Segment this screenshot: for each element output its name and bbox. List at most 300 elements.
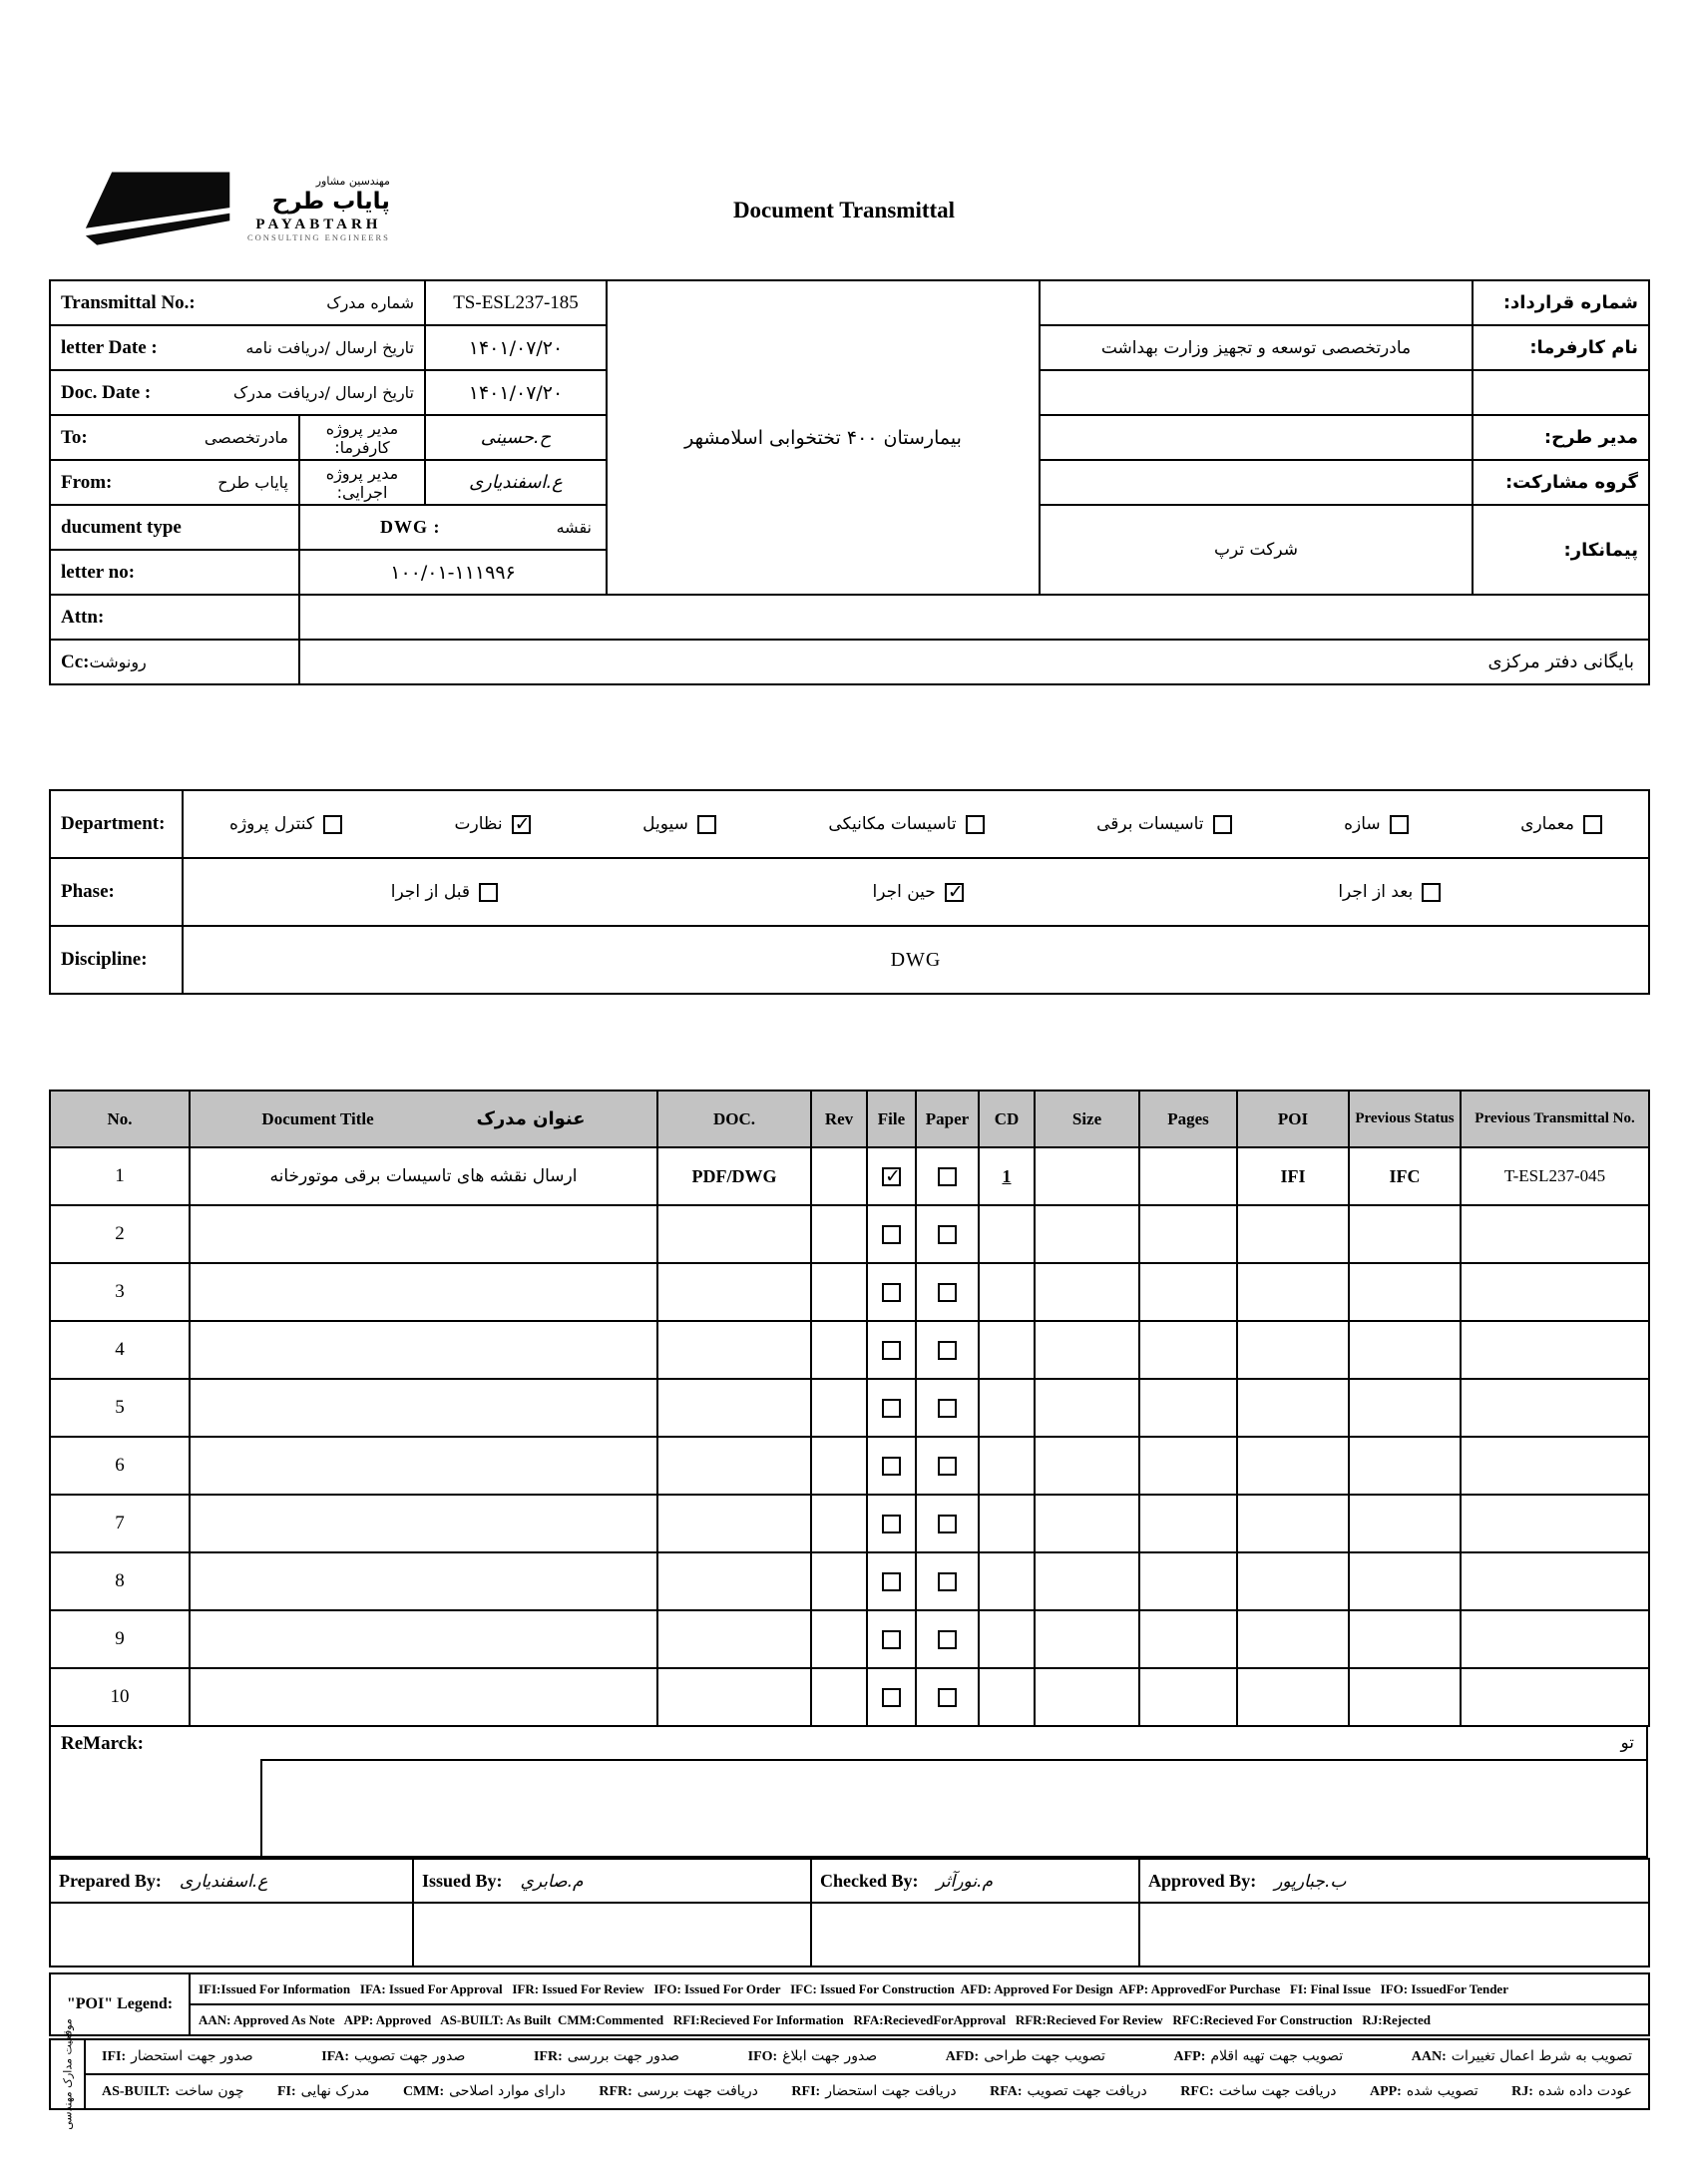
checkbox-item — [1344, 814, 1409, 834]
department-items-cell — [183, 790, 1649, 858]
poi-legend-table — [49, 1972, 1650, 2036]
plan-manager-value — [1040, 415, 1473, 460]
checkbox[interactable] — [945, 883, 964, 902]
client-pm-name: ح.حسینی — [425, 415, 607, 460]
checked-by-signature-space — [811, 1903, 1139, 1966]
right-empty-value-1 — [1040, 370, 1473, 415]
rev-cell — [811, 1668, 867, 1726]
header-rev: Rev — [811, 1091, 867, 1147]
document-table-row — [50, 1147, 1649, 1205]
legend-item-code: RJ: — [1511, 2084, 1533, 2099]
phase-checklist — [184, 859, 1648, 925]
paper-cell — [916, 1321, 979, 1379]
cd-cell — [979, 1263, 1035, 1321]
classification-table — [49, 789, 1650, 995]
legend-item-code: AFP: — [1173, 2049, 1206, 2064]
previous-status-cell — [1349, 1321, 1461, 1379]
approved-by-name: ب.جبارپور — [1274, 1871, 1347, 1892]
legend-item-code: IFO: — [747, 2049, 778, 2064]
checkbox[interactable] — [479, 883, 498, 902]
contract-no-value — [1040, 280, 1473, 325]
legend-item-code: RFA: — [990, 2084, 1023, 2099]
checkbox-item-label: نظارت — [454, 814, 503, 834]
file-cell — [867, 1321, 916, 1379]
checkbox-item — [642, 814, 716, 834]
previous-status-cell — [1349, 1263, 1461, 1321]
document-type-label: ducument type — [61, 516, 182, 538]
client-pm-label: مدیر پروژه کارفرما: — [299, 415, 425, 460]
document-title-cell — [190, 1379, 657, 1437]
signature-labels-row — [50, 1859, 1649, 1903]
document-title-cell — [190, 1205, 657, 1263]
to-cell — [50, 415, 299, 460]
previous-transmittal-no-cell — [1461, 1379, 1649, 1437]
legend-item-text: تصویب شده — [1406, 2083, 1478, 2099]
logo-subtitle-en: CONSULTING ENGINEERS — [247, 232, 390, 243]
poi-legend-line-2: AAN: Approved As Note APP: Approved AS-BUILT: As Built CMM:Commented RFI:Recieved For Information RFA:RecievedForApproval RFR:Recieved For Review RFC:Recieved For Construction RJ:Rejected — [190, 2004, 1649, 2035]
checked-by-name: م.نورآثر — [936, 1871, 993, 1892]
remark-inner-box — [260, 1759, 1646, 1856]
file-cell — [867, 1495, 916, 1552]
document-table-row — [50, 1552, 1649, 1610]
checkbox[interactable] — [1422, 883, 1441, 902]
pages-cell — [1139, 1205, 1237, 1263]
document-table-row — [50, 1610, 1649, 1668]
previous-status-cell — [1349, 1205, 1461, 1263]
header-title-en: Document Title — [261, 1108, 374, 1128]
paper-checkbox[interactable] — [938, 1630, 957, 1649]
logo-name-fa: پایاب طرح — [271, 188, 390, 215]
partnership-group-label: گروه مشارکت: — [1473, 460, 1649, 505]
legend-item-text: صدور جهت تصویب — [353, 2048, 466, 2064]
prepared-by-label: Prepared By: — [59, 1870, 162, 1891]
row-no-cell: 1 — [50, 1147, 190, 1205]
attn-label: Attn: — [61, 606, 105, 628]
size-cell — [1035, 1552, 1139, 1610]
poi-cell: IFI — [1237, 1147, 1349, 1205]
checkbox[interactable] — [966, 815, 985, 834]
checkbox-item-label: معماری — [1520, 814, 1574, 834]
file-checkbox[interactable] — [882, 1515, 901, 1533]
signatures-table — [49, 1858, 1650, 1967]
phase-label-cell — [50, 858, 183, 926]
department-checklist — [184, 791, 1648, 857]
plan-manager-label: مدیر طرح: — [1473, 415, 1649, 460]
rev-cell — [811, 1495, 867, 1552]
size-cell — [1035, 1495, 1139, 1552]
document-title-cell: ارسال نقشه های تاسیسات برقی موتورخانه — [190, 1147, 657, 1205]
legend-item — [990, 2083, 1147, 2100]
poi-cell — [1237, 1668, 1349, 1726]
cc-label-fa: رونوشت — [89, 652, 147, 671]
checkbox-item — [1096, 814, 1231, 834]
row-no-cell: 8 — [50, 1552, 190, 1610]
checkbox[interactable] — [512, 815, 531, 834]
poi-legend-row-1 — [50, 1973, 1649, 2004]
phase-items-cell — [183, 858, 1649, 926]
size-cell — [1035, 1263, 1139, 1321]
legend-item-code: IFR: — [533, 2049, 563, 2064]
letter-no-label: letter no: — [61, 561, 136, 583]
header-previous-transmittal-no: Previous Transmittal No. — [1461, 1091, 1649, 1147]
legend-item — [102, 2048, 253, 2065]
paper-checkbox[interactable] — [938, 1341, 957, 1360]
document-title-cell — [190, 1668, 657, 1726]
pages-cell — [1139, 1610, 1237, 1668]
legend-item — [946, 2048, 1105, 2065]
cd-cell — [979, 1610, 1035, 1668]
checked-by-label: Checked By: — [820, 1870, 919, 1891]
letter-date-value: ۱۴۰۱/۰۷/۲۰ — [425, 325, 607, 370]
rev-cell — [811, 1321, 867, 1379]
legend-item-text: دریافت جهت استحضار — [825, 2083, 957, 2099]
checkbox-item — [1520, 814, 1602, 834]
signature-space-row — [50, 1903, 1649, 1966]
paper-cell — [916, 1495, 979, 1552]
discipline-label-cell — [50, 926, 183, 994]
legend-item-code: AS-BUILT: — [102, 2084, 171, 2099]
file-checkbox[interactable] — [882, 1283, 901, 1302]
file-checkbox[interactable] — [882, 1399, 901, 1418]
legend-item — [1174, 2048, 1344, 2065]
checkbox-item — [872, 882, 963, 902]
row-no-cell: 2 — [50, 1205, 190, 1263]
paper-cell — [916, 1610, 979, 1668]
doc-format-cell — [657, 1437, 811, 1495]
executive-pm-name: ع.اسفندیاری — [425, 460, 607, 505]
document-table-header-row — [50, 1091, 1649, 1147]
header-file: File — [867, 1091, 916, 1147]
to-value: مادرتخصصی — [204, 428, 288, 447]
approved-by-label: Approved By: — [1148, 1870, 1257, 1891]
row-no-cell: 3 — [50, 1263, 190, 1321]
legend-item-code: CMM: — [402, 2084, 445, 2099]
file-cell — [867, 1552, 916, 1610]
transmittal-no-cell — [50, 280, 425, 325]
previous-transmittal-no-cell — [1461, 1552, 1649, 1610]
executive-pm-label: مدیر پروژه اجرایی: — [299, 460, 425, 505]
rev-cell — [811, 1263, 867, 1321]
header-size: Size — [1035, 1091, 1139, 1147]
checkbox-item — [1338, 882, 1441, 902]
transmittal-no-value: TS-ESL237-185 — [425, 280, 607, 325]
previous-status-cell — [1349, 1668, 1461, 1726]
partnership-group-value — [1040, 460, 1473, 505]
paper-cell — [916, 1263, 979, 1321]
checkbox-item — [229, 814, 342, 834]
previous-transmittal-no-cell — [1461, 1610, 1649, 1668]
file-cell — [867, 1379, 916, 1437]
legend-item-text: چون ساخت — [175, 2083, 244, 2099]
document-table-row — [50, 1437, 1649, 1495]
doc-date-value: ۱۴۰۱/۰۷/۲۰ — [425, 370, 607, 415]
size-cell — [1035, 1205, 1139, 1263]
fa-legend-side-cell — [50, 2018, 85, 2130]
right-empty-label-1 — [1473, 370, 1649, 415]
pages-cell — [1139, 1321, 1237, 1379]
logo-tagline-fa: مهندسین مشاور — [315, 174, 390, 188]
legend-item-text: مدرک نهایی — [300, 2083, 370, 2099]
paper-checkbox[interactable] — [938, 1515, 957, 1533]
previous-transmittal-no-cell — [1461, 1668, 1649, 1726]
document-title-cell — [190, 1437, 657, 1495]
document-title-cell — [190, 1495, 657, 1552]
letter-date-label-fa: تاریخ ارسال /دریافت نامه — [245, 338, 414, 357]
checkbox[interactable] — [1213, 815, 1232, 834]
legend-item-text: تصویب به شرط اعمال تغییرات — [1451, 2048, 1632, 2064]
rev-cell — [811, 1610, 867, 1668]
poi-cell — [1237, 1552, 1349, 1610]
legend-item-code: AFD: — [945, 2049, 980, 2064]
paper-checkbox[interactable] — [938, 1167, 957, 1186]
paper-checkbox[interactable] — [938, 1457, 957, 1476]
legend-item — [1370, 2083, 1478, 2100]
previous-transmittal-no-cell: T-ESL237-045 — [1461, 1147, 1649, 1205]
legend-item — [277, 2083, 369, 2100]
contractor-label: پیمانکار: — [1473, 505, 1649, 595]
header-previous-status: Previous Status — [1349, 1091, 1461, 1147]
pages-cell — [1139, 1552, 1237, 1610]
transmittal-info-table — [49, 279, 1650, 685]
size-cell — [1035, 1321, 1139, 1379]
legend-item-text: صدور جهت استحضار — [131, 2048, 253, 2064]
fa-legend-line-2-cell — [85, 2074, 1649, 2109]
from-value: پایاب طرح — [217, 473, 288, 492]
letter-date-label: letter Date : — [61, 336, 158, 358]
paper-checkbox[interactable] — [938, 1572, 957, 1591]
poi-cell — [1237, 1610, 1349, 1668]
row-no-cell: 7 — [50, 1495, 190, 1552]
rev-cell — [811, 1437, 867, 1495]
file-checkbox[interactable] — [882, 1225, 901, 1244]
size-cell — [1035, 1379, 1139, 1437]
paper-cell — [916, 1379, 979, 1437]
previous-transmittal-no-cell — [1461, 1437, 1649, 1495]
header-poi: POI — [1237, 1091, 1349, 1147]
previous-transmittal-no-cell — [1461, 1263, 1649, 1321]
document-table-row — [50, 1263, 1649, 1321]
department-label: Department: — [61, 813, 166, 834]
legend-item-text: صدور جهت ابلاغ — [782, 2048, 878, 2064]
poi-cell — [1237, 1263, 1349, 1321]
poi-cell — [1237, 1205, 1349, 1263]
legend-item — [534, 2048, 679, 2065]
file-cell — [867, 1147, 916, 1205]
fa-legend-side-label: موقعیت مدارک مهندسی — [61, 2018, 74, 2130]
checkbox-item-label: قبل از اجرا — [390, 882, 470, 902]
file-cell — [867, 1263, 916, 1321]
document-title-cell — [190, 1321, 657, 1379]
pages-cell — [1139, 1263, 1237, 1321]
size-cell — [1035, 1437, 1139, 1495]
paper-checkbox[interactable] — [938, 1399, 957, 1418]
poi-legend-row-2 — [50, 2004, 1649, 2035]
doc-date-label-fa: تاریخ ارسال /دریافت مدرک — [232, 383, 414, 402]
file-checkbox[interactable] — [882, 1572, 901, 1591]
document-type-value-fa: نقشه — [556, 518, 592, 537]
contract-no-label: شماره قرارداد: — [1473, 280, 1649, 325]
document-type-value: DWG : — [380, 517, 441, 537]
row-no-cell: 10 — [50, 1668, 190, 1726]
legend-item-text: دریافت جهت تصویب — [1027, 2083, 1147, 2099]
doc-date-label: Doc. Date : — [61, 381, 152, 403]
legend-item-code: IFA: — [321, 2049, 349, 2064]
previous-transmittal-no-cell — [1461, 1495, 1649, 1552]
header-pages: Pages — [1139, 1091, 1237, 1147]
prepared-by-signature-space — [50, 1903, 413, 1966]
previous-status-cell: IFC — [1349, 1147, 1461, 1205]
doc-format-cell — [657, 1263, 811, 1321]
file-cell — [867, 1437, 916, 1495]
legend-item-text: دارای موارد اصلاحی — [449, 2083, 566, 2099]
doc-date-cell — [50, 370, 425, 415]
paper-checkbox[interactable] — [938, 1283, 957, 1302]
discipline-label: Discipline: — [61, 949, 148, 970]
document-title-cell — [190, 1552, 657, 1610]
previous-status-cell — [1349, 1495, 1461, 1552]
doc-format-cell — [657, 1321, 811, 1379]
doc-format-cell — [657, 1495, 811, 1552]
checkbox-item — [391, 882, 498, 902]
remark-note: تو — [1620, 1733, 1634, 1753]
checkbox-item — [828, 814, 984, 834]
poi-cell — [1237, 1379, 1349, 1437]
previous-status-cell — [1349, 1552, 1461, 1610]
attn-value — [299, 595, 1649, 640]
fa-legend-line-1-cell — [85, 2039, 1649, 2074]
discipline-value: DWG — [183, 926, 1649, 994]
rev-cell — [811, 1552, 867, 1610]
phase-label: Phase: — [61, 881, 115, 902]
checkbox-item-label: کنترل پروژه — [229, 814, 314, 834]
pages-cell — [1139, 1147, 1237, 1205]
client-name-value: مادرتخصصی توسعه و تجهیز وزارت بهداشت — [1040, 325, 1473, 370]
legend-item — [403, 2083, 566, 2100]
size-cell — [1035, 1610, 1139, 1668]
letter-no-value: ۱۰۰/۰۱-۱۱۱۹۹۶ — [299, 550, 607, 595]
legend-item — [1511, 2083, 1632, 2100]
department-label-cell — [50, 790, 183, 858]
document-title-cell — [190, 1610, 657, 1668]
logo-name-en: PAYABTARH — [255, 217, 382, 233]
from-label: From: — [61, 471, 113, 493]
poi-cell — [1237, 1321, 1349, 1379]
previous-status-cell — [1349, 1379, 1461, 1437]
cd-cell: 1 — [979, 1147, 1035, 1205]
checkbox[interactable] — [697, 815, 716, 834]
issued-by-cell — [413, 1859, 811, 1903]
file-checkbox[interactable] — [882, 1341, 901, 1360]
paper-cell — [916, 1552, 979, 1610]
document-table-row — [50, 1668, 1649, 1726]
checkbox[interactable] — [1583, 815, 1602, 834]
row-no-cell: 9 — [50, 1610, 190, 1668]
legend-item-code: APP: — [1369, 2084, 1402, 2099]
rev-cell — [811, 1379, 867, 1437]
client-name-label: نام کارفرما: — [1473, 325, 1649, 370]
row-no-cell: 5 — [50, 1379, 190, 1437]
poi-cell — [1237, 1495, 1349, 1552]
checkbox-item-label: سازه — [1344, 814, 1381, 834]
row-no-cell: 4 — [50, 1321, 190, 1379]
cd-cell — [979, 1379, 1035, 1437]
legend-item — [748, 2048, 878, 2065]
prepared-by-cell — [50, 1859, 413, 1903]
page-title: Document Transmittal — [732, 198, 956, 222]
legend-item-text: تصویب جهت طراحی — [984, 2048, 1105, 2064]
legend-item-text: دریافت جهت ساخت — [1218, 2083, 1337, 2099]
legend-item — [791, 2083, 956, 2100]
file-checkbox[interactable] — [882, 1457, 901, 1476]
fa-legend-row-1 — [50, 2039, 1649, 2074]
cc-label: Cc: — [61, 651, 90, 672]
paper-checkbox[interactable] — [938, 1688, 957, 1707]
document-table-row — [50, 1205, 1649, 1263]
cd-cell — [979, 1668, 1035, 1726]
doc-format-cell — [657, 1205, 811, 1263]
document-table — [49, 1090, 1650, 1727]
legend-item-code: RFC: — [1180, 2084, 1214, 2099]
file-checkbox[interactable] — [882, 1167, 901, 1186]
poi-legend-label: "POI" Legend: — [66, 1995, 174, 2012]
legend-item-text: دریافت جهت بررسی — [636, 2083, 758, 2099]
checkbox-item-label: حین اجرا — [872, 882, 936, 902]
doc-format-cell — [657, 1610, 811, 1668]
file-checkbox[interactable] — [882, 1688, 901, 1707]
file-checkbox[interactable] — [882, 1630, 901, 1649]
approved-by-signature-space — [1139, 1903, 1649, 1966]
file-cell — [867, 1205, 916, 1263]
attn-cell — [50, 595, 299, 640]
pages-cell — [1139, 1668, 1237, 1726]
from-cell — [50, 460, 299, 505]
document-title-cell — [190, 1263, 657, 1321]
previous-transmittal-no-cell — [1461, 1321, 1649, 1379]
pages-cell — [1139, 1437, 1237, 1495]
paper-checkbox[interactable] — [938, 1225, 957, 1244]
legend-item-code: AAN: — [1411, 2049, 1447, 2064]
legend-item — [102, 2083, 243, 2100]
paper-cell — [916, 1668, 979, 1726]
document-table-row — [50, 1379, 1649, 1437]
checkbox[interactable] — [1390, 815, 1409, 834]
rev-cell — [811, 1147, 867, 1205]
legend-item-code: RFI: — [791, 2084, 821, 2099]
legend-item — [321, 2048, 465, 2065]
checked-by-cell — [811, 1859, 1139, 1903]
legend-item-code: IFI: — [102, 2049, 127, 2064]
project-name: بیمارستان ۴۰۰ تختخوابی اسلامشهر — [607, 280, 1040, 595]
cc-cell — [50, 640, 299, 684]
size-cell — [1035, 1668, 1139, 1726]
file-cell — [867, 1668, 916, 1726]
rev-cell — [811, 1205, 867, 1263]
header-cd: CD — [979, 1091, 1035, 1147]
previous-status-cell — [1349, 1437, 1461, 1495]
document-table-row — [50, 1321, 1649, 1379]
header-document-title — [190, 1091, 657, 1147]
issued-by-signature-space — [413, 1903, 811, 1966]
pages-cell — [1139, 1495, 1237, 1552]
transmittal-no-label: Transmittal No.: — [61, 291, 196, 313]
header-title-fa: عنوان مدرک — [476, 1108, 586, 1129]
fa-legend-row-2 — [50, 2074, 1649, 2109]
checkbox[interactable] — [323, 815, 342, 834]
legend-item-code: FI: — [276, 2084, 296, 2099]
document-type-cell — [50, 505, 299, 550]
row-no-cell: 6 — [50, 1437, 190, 1495]
approved-by-cell — [1139, 1859, 1649, 1903]
